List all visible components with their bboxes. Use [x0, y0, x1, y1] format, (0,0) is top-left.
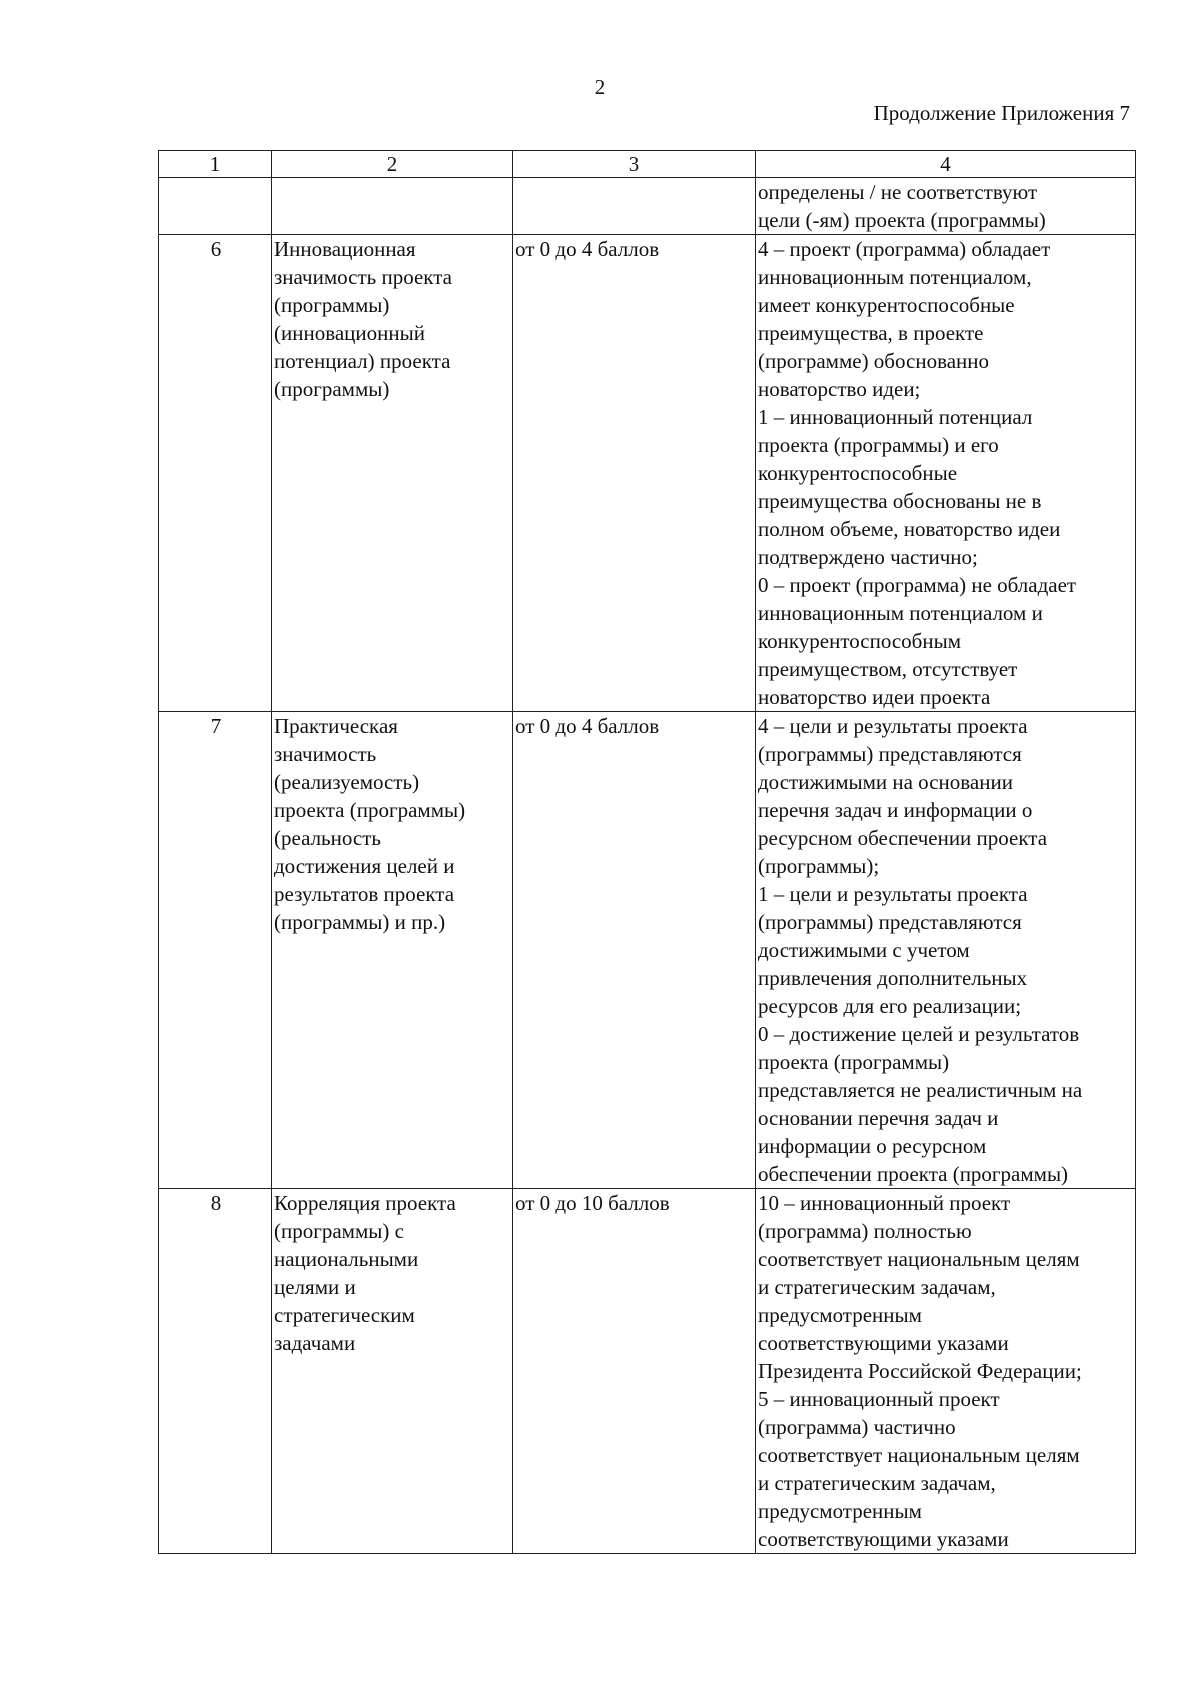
- criterion-cell-line: (реальность: [274, 826, 381, 850]
- description-cell-line: конкурентоспособные: [758, 461, 958, 485]
- description-cell: [756, 235, 1136, 712]
- criterion-cell: [272, 178, 513, 235]
- description-cell-line: соответствующими указами: [758, 1527, 1009, 1551]
- description-cell-line: представляется не реалистичным на: [758, 1078, 1083, 1102]
- description-cell-line: проекта (программы): [758, 1050, 950, 1074]
- description-cell-line: предусмотренным: [758, 1499, 922, 1523]
- description-cell-line: обеспечении проекта (программы): [758, 1162, 1069, 1186]
- description-cell-line: (программа) частично: [758, 1415, 956, 1439]
- criterion-cell-line: целями и: [274, 1275, 356, 1299]
- description-cell-line: преимущества обоснованы не в: [758, 489, 1042, 513]
- criterion-cell-line: (программы): [274, 293, 390, 317]
- description-cell-line: 5 – инновационный проект: [758, 1387, 1000, 1411]
- description-cell-line: соответствует национальным целям: [758, 1443, 1080, 1467]
- criterion-cell-line: задачами: [274, 1331, 356, 1355]
- description-cell-line: преимуществом, отсутствует: [758, 657, 1018, 681]
- description-cell-line: новаторство идеи проекта: [758, 685, 991, 709]
- description-cell-line: (программы);: [758, 854, 880, 878]
- description-cell-line: ресурсов для его реализации;: [758, 994, 1022, 1018]
- description-cell-line: имеет конкурентоспособные: [758, 293, 1015, 317]
- score-range-cell: от 0 до 4 баллов: [513, 712, 756, 1189]
- table-row: [159, 235, 1136, 712]
- criterion-cell-line: стратегическим: [274, 1303, 415, 1327]
- criterion-cell-line: Инновационная: [274, 237, 416, 261]
- description-cell-line: полном объеме, новаторство идеи: [758, 517, 1061, 541]
- description-cell-line: 1 – инновационный потенциал: [758, 405, 1033, 429]
- page-number: 2: [594, 75, 606, 99]
- column-header: 4: [756, 151, 1136, 178]
- description-cell-line: конкурентоспособным: [758, 629, 961, 653]
- description-cell-line: (программы) представляются: [758, 742, 1022, 766]
- criterion-cell-line: результатов проекта: [274, 882, 455, 906]
- description-cell-line: инновационным потенциалом и: [758, 601, 1043, 625]
- criterion-cell-line: национальными: [274, 1247, 419, 1271]
- description-cell-line: и стратегическим задачам,: [758, 1275, 996, 1299]
- description-cell-line: (программа) полностью: [758, 1219, 972, 1243]
- description-cell-line: основании перечня задач и: [758, 1106, 999, 1130]
- criterion-cell: [272, 1189, 513, 1554]
- column-header: 2: [272, 151, 513, 178]
- description-cell-line: информации о ресурсном: [758, 1134, 987, 1158]
- criterion-cell-line: проекта (программы): [274, 798, 466, 822]
- criterion-cell-line: значимость: [274, 742, 377, 766]
- score-range-cell: от 0 до 10 баллов: [513, 1189, 756, 1554]
- description-cell: [756, 178, 1136, 235]
- description-cell-line: достижимыми с учетом: [758, 938, 970, 962]
- description-cell-line: подтверждено частично;: [758, 545, 978, 569]
- appendix-continuation-title: Продолжение Приложения 7: [873, 101, 1130, 125]
- criterion-cell-line: (инновационный: [274, 321, 425, 345]
- description-cell-line: ресурсном обеспечении проекта: [758, 826, 1048, 850]
- row-number-cell: 7: [159, 712, 272, 1189]
- description-cell-line: достижимыми на основании: [758, 770, 1013, 794]
- score-range-cell: от 0 до 4 баллов: [513, 235, 756, 712]
- description-cell-line: проекта (программы) и его: [758, 433, 999, 457]
- row-number-cell: 6: [159, 235, 272, 712]
- description-cell-line: цели (-ям) проекта (программы): [758, 208, 1046, 232]
- criterion-cell: [272, 712, 513, 1189]
- description-cell-line: и стратегическим задачам,: [758, 1471, 996, 1495]
- description-cell-line: новаторство идеи;: [758, 377, 921, 401]
- description-cell: [756, 712, 1136, 1189]
- description-cell-line: 4 – цели и результаты проекта: [758, 714, 1028, 738]
- description-cell-line: (программе) обоснованно: [758, 349, 990, 373]
- description-cell-line: 10 – инновационный проект: [758, 1191, 1011, 1215]
- criterion-cell-line: Корреляция проекта: [274, 1191, 456, 1215]
- table-row: [159, 178, 1136, 235]
- score-range-cell: [513, 178, 756, 235]
- description-cell-line: 1 – цели и результаты проекта: [758, 882, 1028, 906]
- table-row: [159, 712, 1136, 1189]
- criterion-cell-line: потенциал) проекта: [274, 349, 451, 373]
- table-header-row: [159, 151, 1136, 178]
- description-cell-line: привлечения дополнительных: [758, 966, 1028, 990]
- criterion-cell-line: (программы): [274, 377, 390, 401]
- description-cell-line: (программы) представляются: [758, 910, 1022, 934]
- description-cell-line: 4 – проект (программа) обладает: [758, 237, 1051, 261]
- description-cell-line: 0 – проект (программа) не обладает: [758, 573, 1077, 597]
- table-row: [159, 1189, 1136, 1554]
- description-cell-line: определены / не соответствуют: [758, 180, 1038, 204]
- description-cell-line: инновационным потенциалом,: [758, 265, 1032, 289]
- description-cell-line: соответствующими указами: [758, 1331, 1009, 1355]
- column-header: 1: [159, 151, 272, 178]
- criterion-cell-line: Практическая: [274, 714, 398, 738]
- description-cell-line: Президента Российской Федерации;: [758, 1359, 1082, 1383]
- criterion-cell-line: (программы) с: [274, 1219, 404, 1243]
- criteria-table: [158, 150, 1136, 1554]
- description-cell-line: 0 – достижение целей и результатов: [758, 1022, 1080, 1046]
- row-number-cell: 8: [159, 1189, 272, 1554]
- criterion-cell-line: достижения целей и: [274, 854, 455, 878]
- description-cell-line: соответствует национальным целям: [758, 1247, 1080, 1271]
- criterion-cell-line: (реализуемость): [274, 770, 420, 794]
- criterion-cell: [272, 235, 513, 712]
- description-cell-line: преимущества, в проекте: [758, 321, 984, 345]
- column-header: 3: [513, 151, 756, 178]
- criterion-cell-line: (программы) и пр.): [274, 910, 446, 934]
- row-number-cell: [159, 178, 272, 235]
- description-cell: [756, 1189, 1136, 1554]
- criterion-cell-line: значимость проекта: [274, 265, 452, 289]
- description-cell-line: предусмотренным: [758, 1303, 922, 1327]
- description-cell-line: перечня задач и информации о: [758, 798, 1033, 822]
